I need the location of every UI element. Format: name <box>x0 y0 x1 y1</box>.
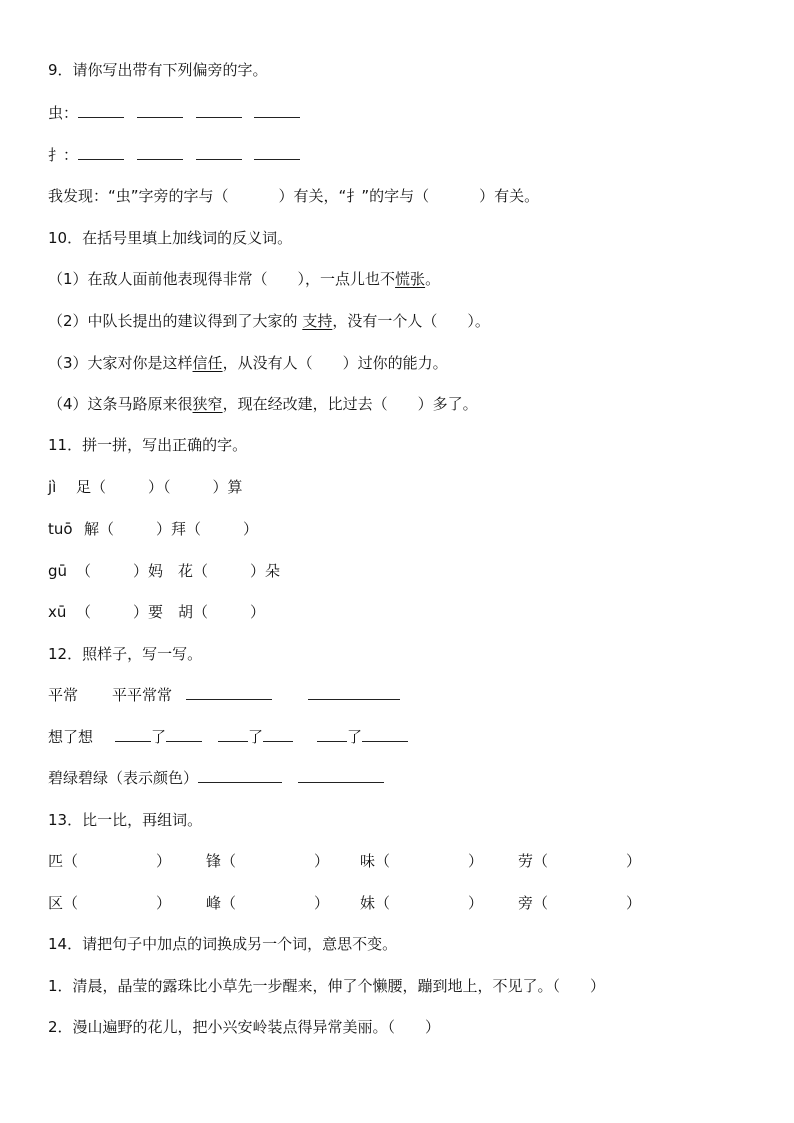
answer-blank[interactable] <box>254 144 300 160</box>
underlined-word: 信任 <box>192 354 223 372</box>
compare-cell[interactable] <box>48 892 171 914</box>
answer-blank[interactable] <box>362 726 408 742</box>
q12-row-1 <box>48 684 400 706</box>
le-char: 了 <box>151 728 167 746</box>
compare-char: 锋（ <box>206 852 237 870</box>
compare-cell[interactable] <box>360 892 483 914</box>
row-text: ）（ <box>148 478 171 496</box>
close-paren: ） <box>156 894 172 912</box>
le-char: 了 <box>248 728 264 746</box>
compare-cell[interactable] <box>360 850 483 872</box>
row-text: ） <box>243 520 259 538</box>
answer-blank[interactable] <box>263 726 293 742</box>
row-text: ）拜（ <box>156 520 202 538</box>
hand-radical-label: 扌： <box>48 146 79 164</box>
compare-char: 劳（ <box>518 852 549 870</box>
answer-blank[interactable] <box>78 102 124 118</box>
q12-row-2 <box>48 726 408 748</box>
answer-blank[interactable] <box>254 102 300 118</box>
q11-row-ji <box>48 476 243 498</box>
q14-sentence-2: 2．漫山遍野的花儿，把小兴安岭装点得异常美丽。（ ） <box>48 1018 441 1036</box>
discovery-text: 我发现：“虫”字旁的字与（ <box>48 187 229 205</box>
close-paren: ） <box>626 852 642 870</box>
underlined-word: 支持 <box>302 312 333 330</box>
close-paren: ） <box>468 852 484 870</box>
q11-row-gu <box>48 560 280 582</box>
compare-char: 匹（ <box>48 852 79 870</box>
compare-char: 味（ <box>360 852 391 870</box>
compare-cell[interactable] <box>206 892 329 914</box>
underlined-word: 慌张 <box>395 270 426 288</box>
q9-title: 9．请你写出带有下列偏旁的字。 <box>48 61 268 79</box>
q9-discovery <box>48 185 539 207</box>
example-word: 想了想 <box>48 728 94 746</box>
row-text: 足（ <box>76 478 107 496</box>
answer-blank[interactable] <box>218 726 248 742</box>
answer-blank[interactable] <box>308 684 400 700</box>
pinyin: jì <box>48 478 57 496</box>
answer-blank[interactable] <box>137 102 183 118</box>
q11-row-tuo <box>48 518 258 540</box>
sentence-text: 。 <box>425 270 441 288</box>
q10-sentence-3 <box>48 352 448 374</box>
sentence-text: ，没有一个人（ ）。 <box>332 312 490 330</box>
example-word: 碧绿碧绿（表示颜色） <box>48 769 199 787</box>
answer-blank[interactable] <box>196 102 242 118</box>
q14-sentence-1: 1．清晨，晶莹的露珠比小草先一步醒来，伸了个懒腰，蹦到地上，不见了。（ ） <box>48 977 606 995</box>
q12-title: 12．照样子，写一写。 <box>48 645 203 663</box>
answer-blank[interactable] <box>78 144 124 160</box>
compare-cell[interactable] <box>518 850 641 872</box>
compare-char: 妹（ <box>360 894 391 912</box>
row-text: （ <box>76 562 92 580</box>
answer-blank[interactable] <box>115 726 151 742</box>
answer-blank[interactable] <box>196 144 242 160</box>
q10-sentence-2 <box>48 310 490 332</box>
compare-cell[interactable] <box>48 850 171 872</box>
close-paren: ） <box>468 894 484 912</box>
sentence-text: （1）在敌人面前他表现得非常（ ），一点儿也不 <box>48 270 396 288</box>
discovery-text: ）有关，“扌”的字与（ <box>278 187 430 205</box>
close-paren: ） <box>156 852 172 870</box>
row-text: ） <box>250 603 266 621</box>
q12-row-3 <box>48 767 384 789</box>
compare-char: 峰（ <box>206 894 237 912</box>
answer-blank[interactable] <box>166 726 202 742</box>
q11-title: 11．拼一拼，写出正确的字。 <box>48 436 248 454</box>
answer-blank[interactable] <box>198 767 282 783</box>
le-char: 了 <box>347 728 363 746</box>
q11-row-xu <box>48 601 265 623</box>
sentence-text: ，从没有人（ ）过你的能力。 <box>222 354 448 372</box>
row-text: ）要 胡（ <box>133 603 209 621</box>
discovery-text: ）有关。 <box>479 187 540 205</box>
q10-title: 10．在括号里填上加线词的反义词。 <box>48 229 293 247</box>
row-text: 解（ <box>84 520 115 538</box>
pinyin: gū <box>48 562 68 580</box>
compare-cell[interactable] <box>206 850 329 872</box>
answer-blank[interactable] <box>186 684 272 700</box>
answer-blank[interactable] <box>137 144 183 160</box>
q10-sentence-1 <box>48 268 440 290</box>
example-word: 平常 <box>48 686 79 704</box>
q10-sentence-4 <box>48 393 478 415</box>
example-sample: 平平常常 <box>112 686 173 704</box>
row-text: ）算 <box>212 478 243 496</box>
q9-hand-row <box>48 144 300 166</box>
row-text: ）妈 花（ <box>133 562 209 580</box>
answer-blank[interactable] <box>317 726 347 742</box>
row-text: ）朵 <box>250 562 281 580</box>
compare-char: 区（ <box>48 894 79 912</box>
compare-cell[interactable] <box>518 892 641 914</box>
row-text: （ <box>76 603 92 621</box>
close-paren: ） <box>314 894 330 912</box>
q14-title: 14．请把句子中加点的词换成另一个词，意思不变。 <box>48 935 398 953</box>
sentence-text: （2）中队长提出的建议得到了大家的 <box>48 312 303 330</box>
q9-insect-row <box>48 102 300 124</box>
sentence-text: （4）这条马路原来很 <box>48 395 193 413</box>
pinyin: tuō <box>48 520 73 538</box>
q13-title: 13．比一比，再组词。 <box>48 811 203 829</box>
insect-radical-label: 虫： <box>48 104 79 122</box>
answer-blank[interactable] <box>298 767 384 783</box>
sentence-text: ，现在经改建，比过去（ ）多了。 <box>222 395 478 413</box>
close-paren: ） <box>626 894 642 912</box>
compare-char: 旁（ <box>518 894 549 912</box>
sentence-text: （3）大家对你是这样 <box>48 354 193 372</box>
underlined-word: 狭窄 <box>192 395 223 413</box>
pinyin: xū <box>48 603 67 621</box>
close-paren: ） <box>314 852 330 870</box>
